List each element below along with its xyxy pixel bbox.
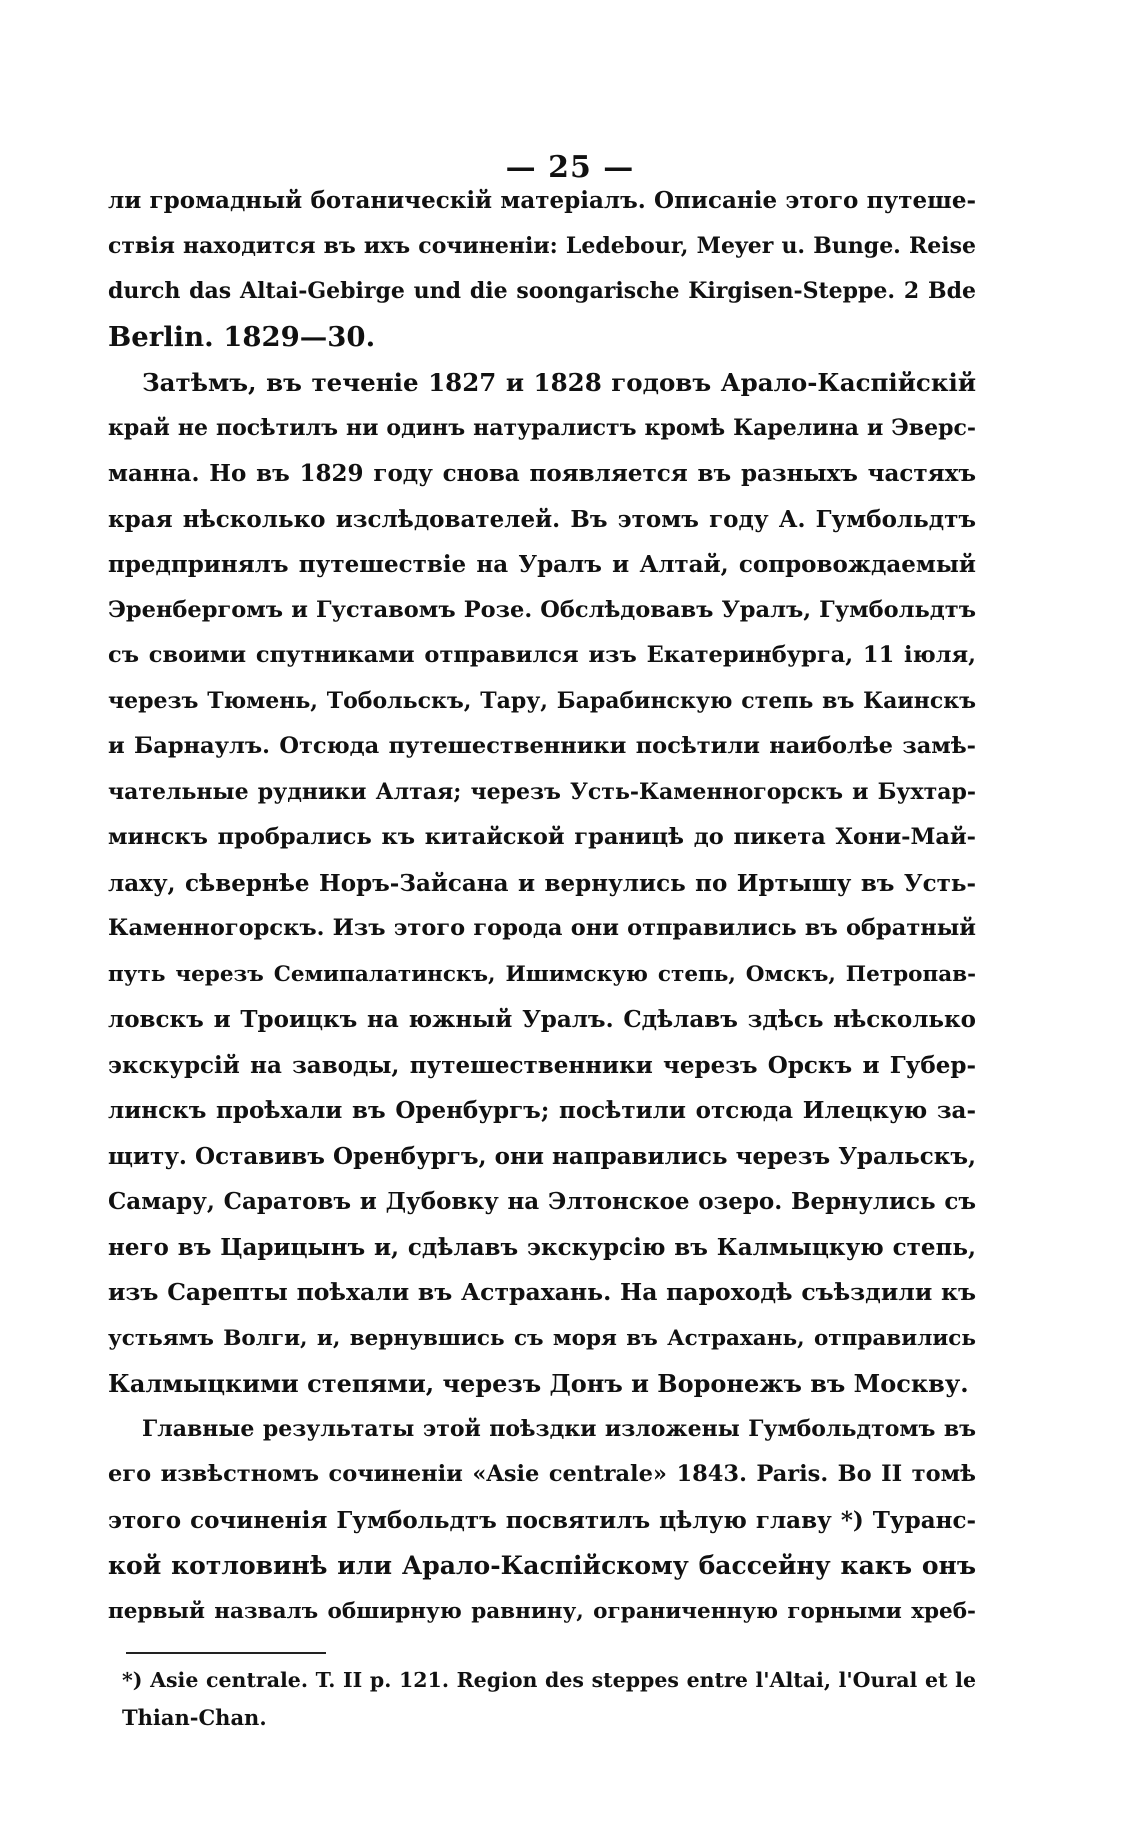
text-line: предпринялъ путешествіе на Уралъ и Алтай, сопровождаемый (108, 551, 976, 578)
page-number: — 25 — (505, 150, 635, 185)
text-line: чательные рудники Алтая; черезъ Усть-Каменногорскъ и Бухтар- (108, 778, 976, 805)
text-line: края нѣсколько изслѣдователей. Въ этомъ году А. Гумбольдтъ (108, 505, 976, 533)
text-line: изъ Сарепты поѣхали въ Астрахань. На пароходѣ съѣздили къ (108, 1278, 976, 1306)
text-line: край не посѣтилъ ни одинъ натуралистъ кромѣ Карелина и Эверс- (108, 414, 976, 441)
text-line: путь черезъ Семипалатинскъ, Ишимскую степь, Омскъ, Петропав- (108, 961, 976, 987)
text-line: этого сочиненія Гумбольдтъ посвятилъ цѣлую главу *) Туранс- (108, 1506, 976, 1534)
text-line: Каменногорскъ. Изъ этого города они отправились въ обратный (108, 915, 976, 941)
text-line: первый назвалъ обширную равнину, ограниченную горными хреб- (108, 1598, 976, 1624)
text-line: durch das Altai-Gebirge und die soongarische Kirgisen-Steppe. 2 Bde (108, 278, 976, 304)
text-line: черезъ Тюмень, Тобольскъ, Тару, Барабинскую степь въ Каинскъ (108, 687, 976, 714)
text-line: экскурсій на заводы, путешественники черезъ Орскъ и Губер- (108, 1051, 976, 1079)
text-line: съ своими спутниками отправился изъ Екатеринбурга, 11 іюля, (108, 642, 976, 668)
text-line: ствія находится въ ихъ сочиненіи: Ledebour, Meyer u. Bunge. Reise (108, 232, 976, 259)
text-line: Главные результаты этой поѣздки изложены Гумбольдтомъ въ (142, 1415, 976, 1442)
text-line: Калмыцкими степями, черезъ Донъ и Воронежъ въ Москву. (108, 1369, 969, 1398)
text-line: Berlin. 1829—30. (108, 320, 376, 353)
text-line: его извѣстномъ сочиненіи «Asie centrale» 1843. Paris. Во II томѣ (108, 1461, 976, 1487)
footnote (122, 1661, 976, 1737)
text-line: ли громадный ботаническій матеріалъ. Описаніе этого путеше- (108, 187, 976, 214)
text-line: и Барнаулъ. Отсюда путешественники посѣтили наиболѣе замѣ- (108, 733, 976, 759)
text-line: линскъ проѣхали въ Оренбургъ; посѣтили отсюда Илецкую за- (108, 1097, 976, 1124)
footnote-line: *) Asie centrale. T. II p. 121. Region des steppes entre l'Altai, l'Oural et le (122, 1668, 976, 1692)
text-line: щиту. Оставивъ Оренбургъ, они направились черезъ Уральскъ, (108, 1142, 976, 1170)
text-line: ловскъ и Троицкъ на южный Уралъ. Сдѣлавъ здѣсь нѣсколько (108, 1006, 976, 1033)
text-line: кой котловинѣ или Арало-Каспійскому бассейну какъ онъ (108, 1551, 976, 1580)
text-line: устьямъ Волги, и, вернувшись съ моря въ Астрахань, отправились (108, 1325, 976, 1351)
main-text (108, 178, 976, 1634)
text-line: манна. Но въ 1829 году снова появляется въ разныхъ частяхъ (108, 460, 976, 487)
text-line: минскъ пробрались къ китайской границѣ до пикета Хони-Май- (108, 824, 976, 850)
footnote-line: Thian-Chan. (122, 1705, 267, 1730)
text-line: него въ Царицынъ и, сдѣлавъ экскурсію въ Калмыцкую степь, (108, 1233, 976, 1261)
text-line: Самару, Саратовъ и Дубовку на Элтонское озеро. Вернулись съ (108, 1188, 976, 1215)
text-line: Эренбергомъ и Густавомъ Розе. Обслѣдовавъ Уралъ, Гумбольдтъ (108, 596, 976, 623)
footnote-divider (126, 1652, 326, 1654)
text-line: Затѣмъ, въ теченіе 1827 и 1828 годовъ Арало-Каспійскій (142, 368, 976, 397)
text-line: лаху, сѣвернѣе Норъ-Зайсана и вернулись по Иртышу въ Усть- (108, 869, 976, 897)
